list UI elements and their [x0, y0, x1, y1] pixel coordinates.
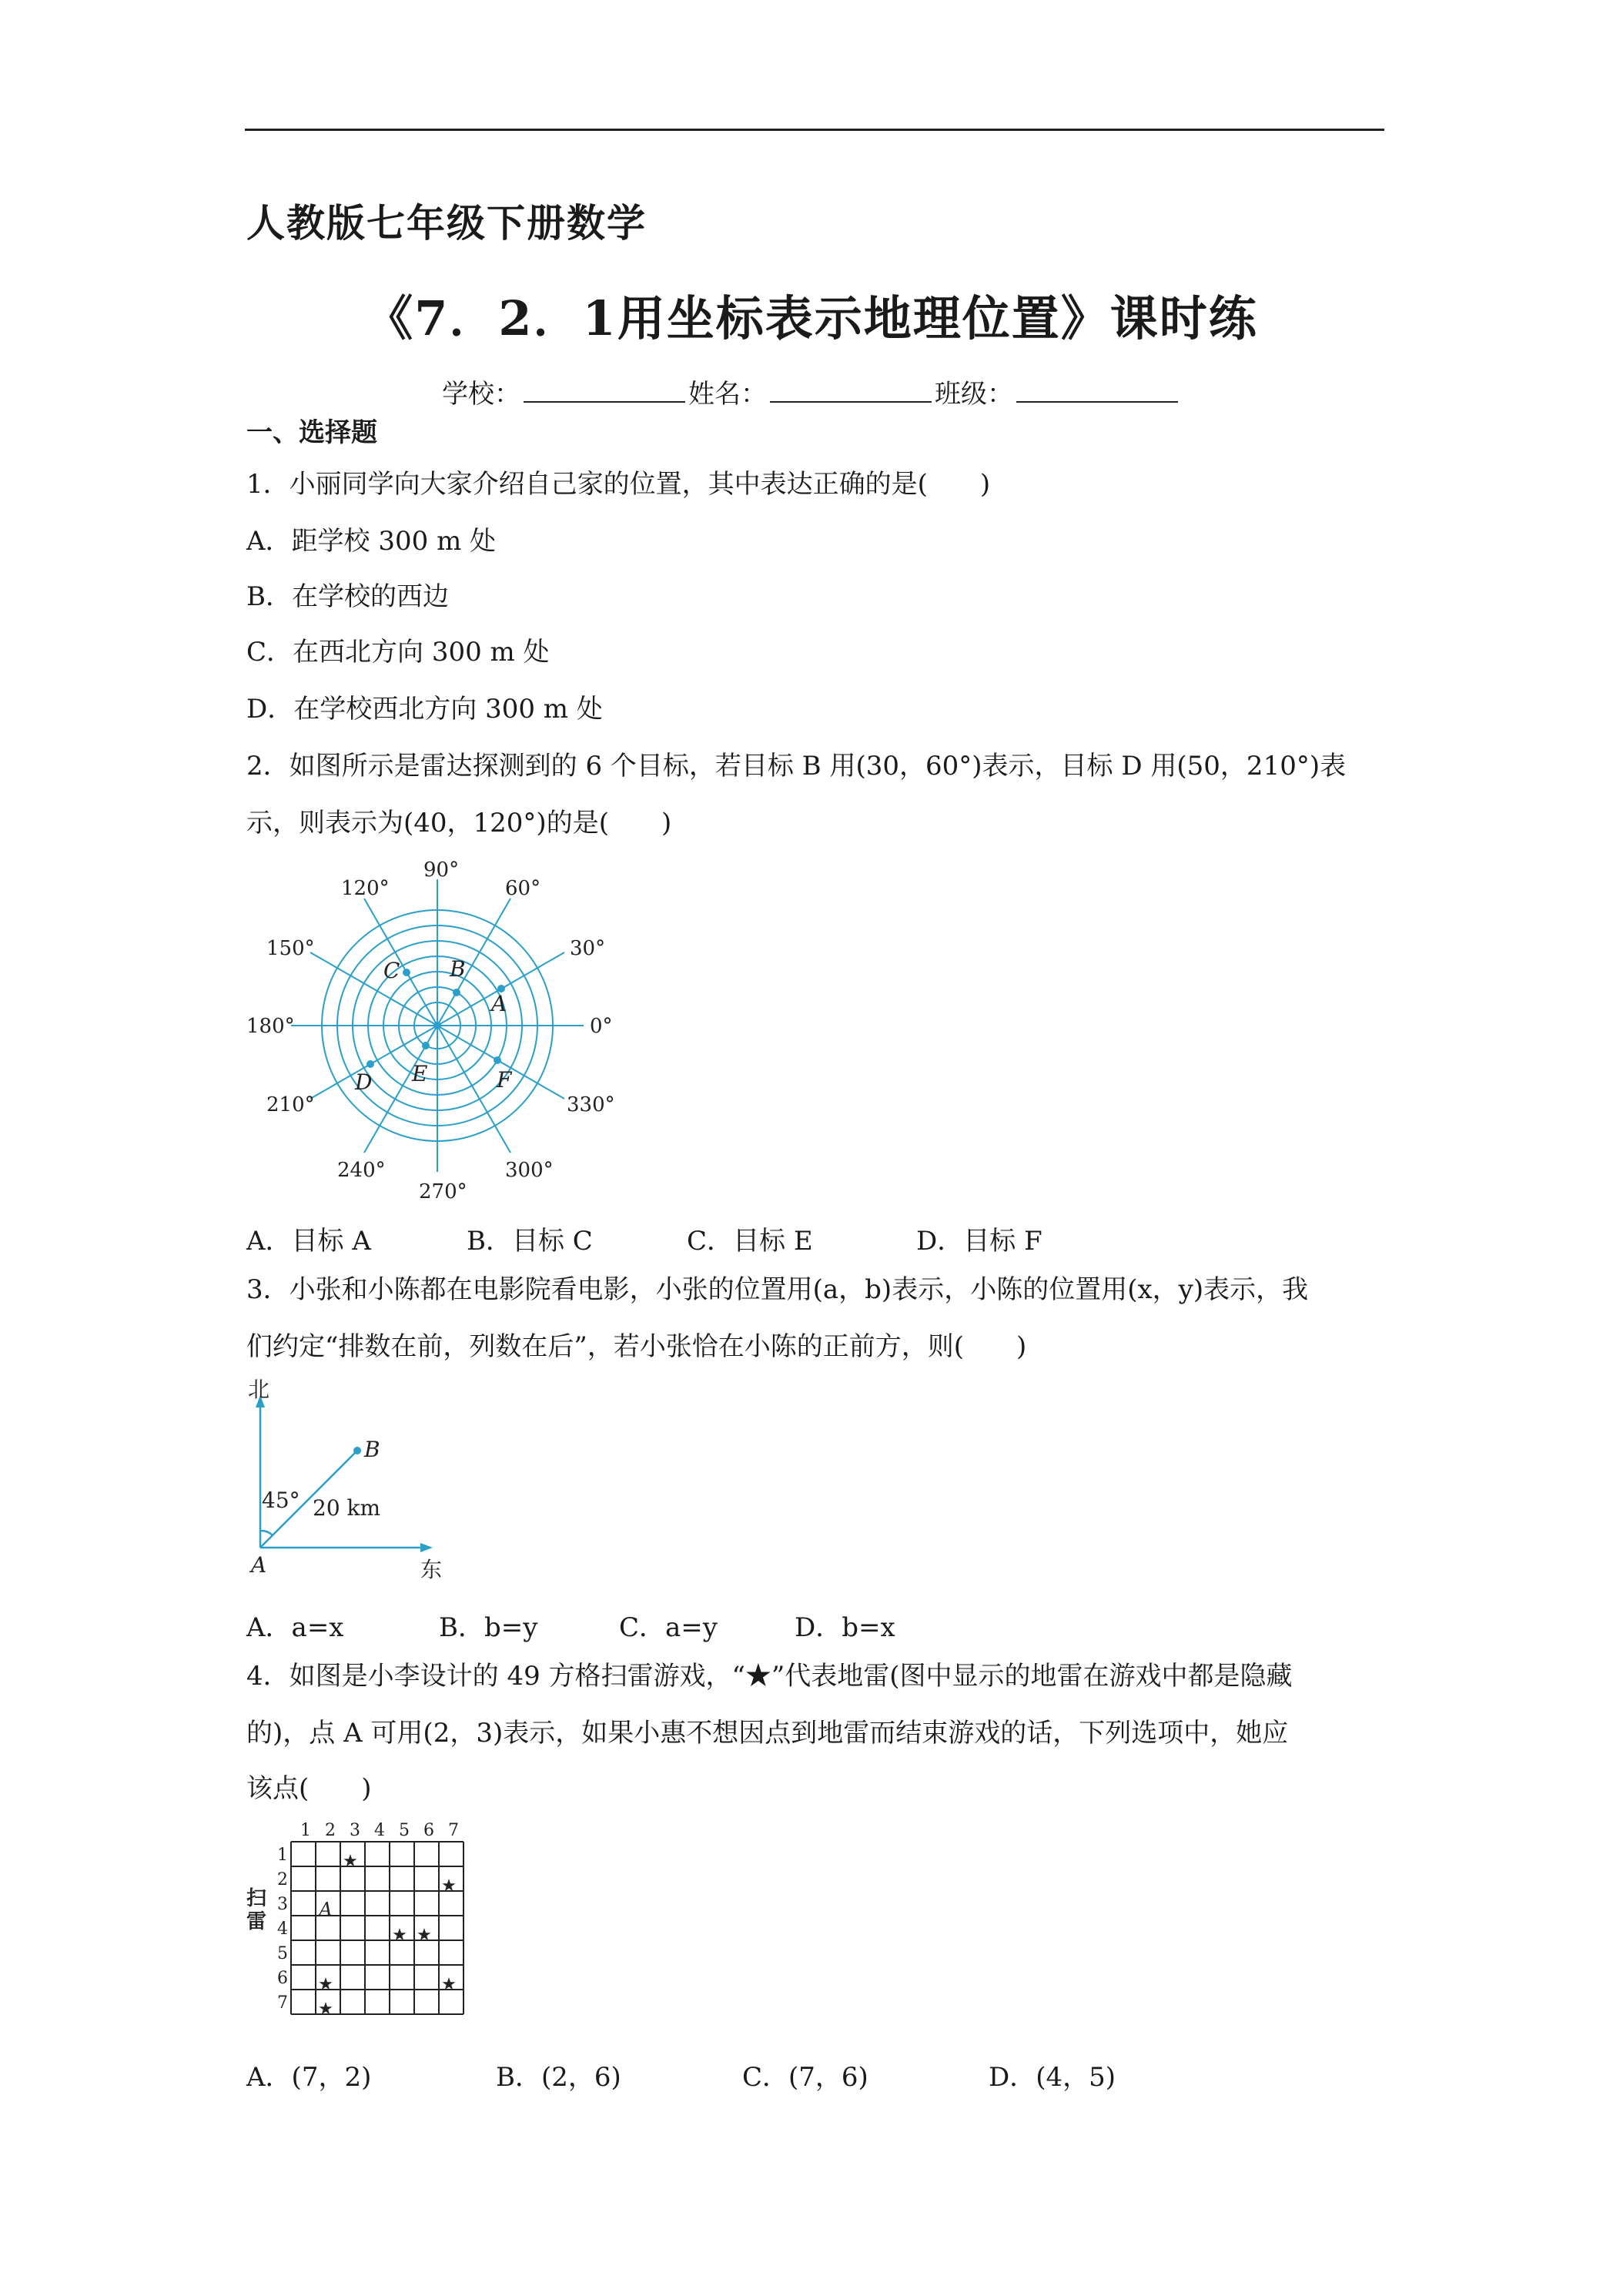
row-label: 4 [277, 1919, 288, 1939]
q3-option-a: A．a=x [246, 1612, 344, 1643]
row-label: 7 [277, 1993, 288, 2013]
row-labels [277, 1846, 288, 2013]
col-label: 6 [423, 1821, 434, 1840]
row-label: 6 [277, 1969, 288, 1988]
q2-option-c: C．目标 E [687, 1226, 813, 1257]
col-label: 1 [300, 1821, 311, 1840]
side-label [246, 1887, 266, 1933]
column-labels [300, 1821, 459, 1840]
mine-icon: ★ [417, 1926, 432, 1945]
q3-option-d: D．b=x [795, 1612, 895, 1643]
east-label: 东 [420, 1557, 443, 1582]
q2-option-a: A．目标 A [246, 1226, 371, 1257]
angle-label-60: 60° [505, 877, 541, 900]
angle-label-30: 30° [570, 937, 606, 960]
target-a-label: A [491, 991, 507, 1016]
radar-figure [245, 855, 630, 1209]
angle-label: 45° [262, 1488, 300, 1513]
direction-arrows [256, 1395, 433, 1552]
row-label: 1 [277, 1846, 288, 1865]
name-blank[interactable] [770, 378, 932, 403]
minesweeper-grid [291, 1842, 463, 2014]
col-label: 4 [374, 1821, 385, 1840]
point-a-label: A [251, 1552, 267, 1578]
side-label-char: 雷 [246, 1910, 267, 1933]
mine-icon: ★ [343, 1852, 358, 1871]
school-blank[interactable] [524, 378, 685, 403]
angle-label-210: 210° [266, 1093, 315, 1116]
q3-stem-line2: 们约定“排数在前，列数在后”，若小张恰在小陈的正前方，则( ) [246, 1331, 1027, 1362]
q4-option-c: C．(7，6) [742, 2062, 868, 2093]
page-title: 《7．2．1用坐标表示地理位置》课时练 [365, 290, 1258, 346]
target-f-dot [494, 1056, 501, 1064]
angle-label-150: 150° [266, 937, 315, 960]
q3-stem-line1: 3．小张和小陈都在电影院看电影，小张的位置用(a，b)表示，小陈的位置用(x，y)表示，我 [246, 1274, 1309, 1305]
q2-stem-line1: 2．如图所示是雷达探测到的 6 个目标，若目标 B 用(30，60°)表示，目标 D 用(50，210°)表 [246, 751, 1347, 782]
q3-option-b: B．b=y [439, 1612, 538, 1643]
q4-stem-line3: 该点( ) [246, 1773, 372, 1804]
mine-icon: ★ [392, 1926, 407, 1945]
top-rule [245, 129, 1384, 131]
direction-axes [260, 1404, 423, 1548]
mine-icon: ★ [318, 1975, 333, 1994]
east-arrowhead [420, 1543, 433, 1552]
angle-label-120: 120° [341, 877, 390, 900]
point-b-label: B [364, 1437, 380, 1462]
target-c-dot [403, 969, 410, 976]
q4-stem-line2: 的)，点 A 可用(2，3)表示，如果小惠不想因点到地雷而结束游戏的话，下列选项中，她应 [246, 1718, 1289, 1749]
target-d-label: D [355, 1069, 373, 1095]
angle-arc [260, 1531, 273, 1535]
q1-stem: 1．小丽同学向大家介绍自己家的位置，其中表达正确的是( ) [246, 469, 991, 500]
q4-option-a: A．(7，2) [246, 2062, 372, 2093]
target-e-label: E [412, 1061, 428, 1086]
q1-option-a: A．距学校 300 m 处 [246, 526, 497, 557]
q2-option-d: D．目标 F [916, 1226, 1042, 1257]
subject-heading: 人教版七年级下册数学 [246, 200, 647, 246]
angle-label-0: 0° [590, 1015, 613, 1038]
point-b-dot [353, 1447, 361, 1454]
angle-label-270: 270° [419, 1180, 467, 1203]
class-label: 班级： [935, 379, 1013, 410]
col-label: 3 [350, 1821, 360, 1840]
mine-marks [317, 1852, 457, 2019]
q1-option-c: C．在西北方向 300 m 处 [246, 637, 550, 668]
distance-label: 20 km [313, 1495, 381, 1521]
angle-label-240: 240° [337, 1159, 386, 1182]
angle-label-180: 180° [246, 1015, 295, 1038]
q4-option-d: D．(4，5) [989, 2062, 1116, 2093]
point-a-label: A [319, 1899, 333, 1920]
mine-icon: ★ [318, 2000, 333, 2019]
q1-option-b: B．在学校的西边 [246, 581, 449, 612]
mine-icon: ★ [441, 1975, 457, 1994]
col-label: 7 [448, 1821, 459, 1840]
target-f-label: F [497, 1067, 512, 1093]
target-b-label: B [450, 956, 466, 982]
section-heading: 一、选择题 [246, 417, 377, 448]
mine-icon: ★ [441, 1876, 457, 1896]
target-d-dot [366, 1060, 374, 1068]
q2-option-b: B．目标 C [467, 1226, 593, 1257]
target-b-dot [453, 989, 460, 996]
q4-option-b: B．(2，6) [496, 2062, 621, 2093]
row-label: 2 [277, 1870, 288, 1889]
col-label: 2 [325, 1821, 336, 1840]
class-blank[interactable] [1016, 378, 1178, 403]
angle-label-300: 300° [505, 1159, 554, 1182]
minesweeper-figure [245, 1819, 491, 2034]
direction-labels [248, 1378, 442, 1582]
name-label: 姓名： [688, 379, 767, 410]
spoke-120 [364, 899, 437, 1026]
north-label: 北 [248, 1378, 270, 1402]
q2-stem-line2: 示，则表示为(40，120°)的是( ) [246, 808, 672, 838]
spoke-150 [310, 952, 437, 1026]
student-info-line [0, 373, 1623, 410]
school-label: 学校： [442, 379, 520, 410]
q4-stem-line1: 4．如图是小李设计的 49 方格扫雷游戏，“★”代表地雷(图中显示的地雷在游戏中都是隐藏 [246, 1661, 1293, 1692]
radar-center [433, 1022, 441, 1029]
angle-label-330: 330° [567, 1093, 615, 1116]
row-label: 5 [277, 1944, 288, 1963]
col-label: 5 [399, 1821, 410, 1840]
row-label: 3 [277, 1895, 288, 1914]
q1-option-d: D．在学校西北方向 300 m 处 [246, 694, 603, 725]
direction-figure [245, 1378, 476, 1586]
q3-option-c: C．a=y [619, 1612, 718, 1643]
angle-label-90: 90° [423, 858, 460, 882]
target-e-dot [422, 1042, 430, 1049]
target-c-label: C [383, 958, 400, 983]
side-label-char: 扫 [246, 1887, 267, 1910]
